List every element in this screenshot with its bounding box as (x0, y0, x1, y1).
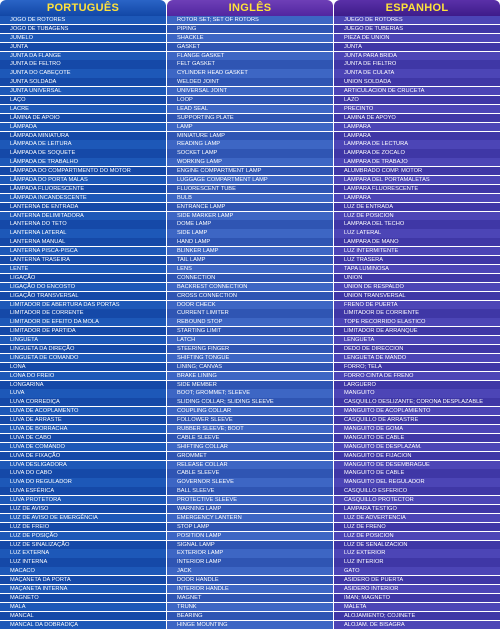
table-row (0, 212, 500, 221)
cell-portugues: LUVA DO REGULADOR (0, 478, 166, 486)
table-row (0, 283, 500, 292)
cell-portugues: LUZ DE AVISO (0, 505, 166, 513)
cell-ingles: UNIVERSAL JOINT (167, 87, 333, 95)
cell-portugues: LANTERNA DELIMITADORA (0, 212, 166, 220)
table-row (0, 345, 500, 354)
cell-espanhol: LUZ DE SENALIZACION (334, 541, 500, 549)
cell-ingles: INTERIOR HANDLE (167, 585, 333, 593)
cell-ingles: MAGNET (167, 594, 333, 602)
cell-portugues: LUVA DE FIXAÇÃO (0, 452, 166, 460)
cell-portugues: JUNTA DE FELTRO (0, 60, 166, 68)
cell-espanhol: TAPA LUMINOSA (334, 265, 500, 273)
cell-ingles: EMERGENCY LANTERN (167, 514, 333, 522)
cell-espanhol: LAMPARA FLUORESCENTE (334, 185, 500, 193)
cell-portugues: LUVA DE CABO (0, 434, 166, 442)
table-row (0, 576, 500, 585)
table-row (0, 265, 500, 274)
table-row (0, 167, 500, 176)
cell-espanhol: JUEGO DE ROTORES (334, 16, 500, 24)
table-row (0, 425, 500, 434)
cell-portugues: LANTERNA LATERAL (0, 229, 166, 237)
cell-portugues: LÂMPADA DE TRABALHO (0, 158, 166, 166)
table-row (0, 558, 500, 567)
cell-portugues: LINGUETA DA DIREÇÃO (0, 345, 166, 353)
cell-ingles: STEERING FINGER (167, 345, 333, 353)
cell-portugues: LUVA PROTETORA (0, 496, 166, 504)
cell-ingles: LAMP (167, 123, 333, 131)
cell-portugues: JUNTA UNIVERSAL (0, 87, 166, 95)
cell-portugues: LUZ INTERNA (0, 558, 166, 566)
table-row (0, 158, 500, 167)
cell-portugues: JUNTA (0, 43, 166, 51)
cell-espanhol: LAMPARA DEL TECHO (334, 220, 500, 228)
table-row (0, 185, 500, 194)
cell-portugues: LUZ DE FREIO (0, 523, 166, 531)
cell-ingles: BACKREST CONNECTION (167, 283, 333, 291)
table-row (0, 43, 500, 52)
cell-portugues: LUVA DO CABO (0, 469, 166, 477)
table-row (0, 203, 500, 212)
cell-ingles: WELDED JOINT (167, 78, 333, 86)
cell-portugues: JUNTA DO CABEÇOTE (0, 69, 166, 77)
cell-ingles: PIPING (167, 25, 333, 33)
cell-portugues: LÂMPADA DO COMPARTIMENTO DO MOTOR (0, 167, 166, 175)
cell-espanhol: MANGUITO DE CABLE (334, 434, 500, 442)
cell-ingles: SHIFTING COLLAR (167, 443, 333, 451)
cell-portugues: LAÇO (0, 96, 166, 104)
cell-portugues: LIMITADOR DE EFEITO DA MOLA (0, 318, 166, 326)
cell-portugues: MAGNETO (0, 594, 166, 602)
cell-ingles: SIDE LAMP (167, 229, 333, 237)
cell-portugues: JUMELO (0, 34, 166, 42)
cell-espanhol: PRECINTO (334, 105, 500, 113)
cell-espanhol: MANGUITO DE CABLE (334, 469, 500, 477)
cell-ingles: STOP LAMP (167, 523, 333, 531)
cell-portugues: MAÇANETA DA PORTA (0, 576, 166, 584)
table-row (0, 443, 500, 452)
cell-espanhol: LAMPARA DEL PORTAMALETAS (334, 176, 500, 184)
cell-ingles: BEARING (167, 612, 333, 620)
table-row (0, 78, 500, 87)
table-row (0, 318, 500, 327)
cell-portugues: JUNTA DA FLANGE (0, 52, 166, 60)
cell-ingles: LUGGAGE COMPARTMENT LAMP (167, 176, 333, 184)
cell-espanhol: UNION (334, 274, 500, 282)
cell-portugues: MALA (0, 603, 166, 611)
cell-espanhol: DEDO DE DIRECCION (334, 345, 500, 353)
table-row (0, 327, 500, 336)
table-row (0, 149, 500, 158)
cell-ingles: POSITION LAMP (167, 532, 333, 540)
cell-espanhol: LUZ DE POSICION (334, 212, 500, 220)
table-row (0, 621, 500, 630)
table-row (0, 52, 500, 61)
cell-ingles: MINIATURE LAMP (167, 132, 333, 140)
cell-espanhol: ARTICULACION DE CRUCETA (334, 87, 500, 95)
cell-espanhol: CASQUILLO DE ARRASTRE (334, 416, 500, 424)
table-row (0, 487, 500, 496)
cell-portugues: LANTERNA PISCA-PISCA (0, 247, 166, 255)
table-row (0, 274, 500, 283)
table-row (0, 505, 500, 514)
cell-espanhol: LAMPARA (334, 132, 500, 140)
cell-ingles: PROTECTIVE SLEEVE (167, 496, 333, 504)
cell-espanhol: MANGUITO (334, 389, 500, 397)
table-row (0, 407, 500, 416)
cell-portugues: MANCAL DA DOBRADIÇA (0, 621, 166, 629)
cell-ingles: CABLE SLEEVE (167, 434, 333, 442)
cell-portugues: JOGO DE ROTORES (0, 16, 166, 24)
cell-portugues: LUVA ESFÉRICA (0, 487, 166, 495)
cell-espanhol: LIMITADOR DE ARRANQUE (334, 327, 500, 335)
table-row (0, 452, 500, 461)
cell-portugues: LUVA (0, 389, 166, 397)
cell-espanhol: FRENO DE PUERTA (334, 301, 500, 309)
cell-espanhol: JUNTA DE CULATA (334, 69, 500, 77)
cell-espanhol: ASIDERO INTERIOR (334, 585, 500, 593)
cell-espanhol: FORRO; TELA (334, 363, 500, 371)
cell-ingles: SUPPORTING PLATE (167, 114, 333, 122)
cell-portugues: LONA DO FREIO (0, 372, 166, 380)
table-row (0, 363, 500, 372)
cell-portugues: LUZ DE POSIÇÃO (0, 532, 166, 540)
table-body (0, 16, 500, 629)
cell-ingles: SLIDING COLLAR; SLIDING SLEEVE (167, 398, 333, 406)
cell-espanhol: ALOJAMIENTO; COJINETE (334, 612, 500, 620)
cell-portugues: LUVA DESLIGADORA (0, 461, 166, 469)
table-row (0, 372, 500, 381)
cell-ingles: BRAKE LINING (167, 372, 333, 380)
cell-espanhol: JUEGO DE TUBERIAS (334, 25, 500, 33)
cell-portugues: LÂMPADA INCANDESCENTE (0, 194, 166, 202)
cell-espanhol: LUZ DE FRENO (334, 523, 500, 531)
cell-ingles: BALL SLEEVE (167, 487, 333, 495)
cell-ingles: TAIL LAMP (167, 256, 333, 264)
cell-ingles: ROTOR SET; SET OF ROTORS (167, 16, 333, 24)
cell-espanhol: MANGUITO DE GOMA (334, 425, 500, 433)
cell-ingles: HINGE MOUNTING (167, 621, 333, 629)
table-row (0, 132, 500, 141)
table-row (0, 416, 500, 425)
cell-ingles: BULB (167, 194, 333, 202)
table-row (0, 220, 500, 229)
table-row (0, 256, 500, 265)
cell-ingles: FLUORESCENT TUBE (167, 185, 333, 193)
cell-espanhol: LENGUETA (334, 336, 500, 344)
cell-ingles: LENS (167, 265, 333, 273)
table-row (0, 469, 500, 478)
cell-ingles: LEAD SEAL (167, 105, 333, 113)
table-row (0, 229, 500, 238)
cell-espanhol: CASQUILLO PROTECTOR (334, 496, 500, 504)
cell-portugues: LANTERNA DE ENTRADA (0, 203, 166, 211)
cell-ingles: CROSS CONNECTION (167, 292, 333, 300)
table-row (0, 514, 500, 523)
table-row (0, 336, 500, 345)
cell-portugues: MANCAL (0, 612, 166, 620)
cell-ingles: REBOUND STOP (167, 318, 333, 326)
cell-ingles: CYLINDER HEAD GASKET (167, 69, 333, 77)
table-row (0, 523, 500, 532)
cell-ingles: SIGNAL LAMP (167, 541, 333, 549)
cell-portugues: LIGAÇÃO (0, 274, 166, 282)
cell-espanhol: LAMPARA DE MANO (334, 238, 500, 246)
cell-espanhol: UNION SOLDADA (334, 78, 500, 86)
cell-portugues: LUVA DE ACOPLAMENTO (0, 407, 166, 415)
cell-portugues: LUVA CORREDIÇA (0, 398, 166, 406)
cell-ingles: FOLLOWER SLEEVE (167, 416, 333, 424)
table-row (0, 309, 500, 318)
cell-espanhol: LAMPARA TESTIGO (334, 505, 500, 513)
cell-espanhol: LARGUERO (334, 381, 500, 389)
cell-espanhol: MANGUITO DE DESEMBRAGUE (334, 461, 500, 469)
cell-ingles: CURRENT LIMITER (167, 309, 333, 317)
cell-espanhol: LAMPARA DE ZOCALO (334, 149, 500, 157)
header-ingles: INGLÊS (167, 0, 333, 16)
cell-ingles: DOOR CHECK (167, 301, 333, 309)
cell-espanhol: LIMITADOR DE CORRIENTE (334, 309, 500, 317)
cell-ingles: ENTRANCE LAMP (167, 203, 333, 211)
cell-ingles: FLANGE GASKET (167, 52, 333, 60)
cell-ingles: SIDE MARKER LAMP (167, 212, 333, 220)
cell-espanhol: LAMPARA DE LECTURA (334, 140, 500, 148)
cell-ingles: SOCKET LAMP (167, 149, 333, 157)
table-row (0, 532, 500, 541)
cell-ingles: GOVERNOR SLEEVE (167, 478, 333, 486)
cell-ingles: STARTING LIMIT (167, 327, 333, 335)
cell-ingles: SIDE MEMBER (167, 381, 333, 389)
cell-espanhol: LUZ INTERMITENTE (334, 247, 500, 255)
cell-portugues: LONA (0, 363, 166, 371)
cell-portugues: LACRE (0, 105, 166, 113)
cell-portugues: LÂMINA DE APOIO (0, 114, 166, 122)
cell-espanhol: LUZ TRASERA (334, 256, 500, 264)
cell-espanhol: LAMPARA (334, 194, 500, 202)
table-row (0, 34, 500, 43)
cell-portugues: MACACO (0, 567, 166, 575)
cell-ingles: COUPLING COLLAR (167, 407, 333, 415)
cell-ingles: HAND LAMP (167, 238, 333, 246)
cell-portugues: LÂMPADA DE SOQUETE (0, 149, 166, 157)
cell-espanhol: TOPE RECORRIDO ELASTICO (334, 318, 500, 326)
table-row (0, 612, 500, 621)
cell-espanhol: IMAN; MAGNETO (334, 594, 500, 602)
table-row (0, 140, 500, 149)
cell-espanhol: LAMPARA DE TRABAJO (334, 158, 500, 166)
cell-ingles: RUBBER SLEEVE; BOOT (167, 425, 333, 433)
cell-portugues: LÂMPADA (0, 123, 166, 131)
cell-ingles: JACK (167, 567, 333, 575)
cell-portugues: JUNTA SOLDADA (0, 78, 166, 86)
table-row (0, 434, 500, 443)
table-row (0, 381, 500, 390)
cell-portugues: LUVA DE COMANDO (0, 443, 166, 451)
cell-portugues: LÂMPADA DO PORTA MALAS (0, 176, 166, 184)
cell-ingles: LATCH (167, 336, 333, 344)
table-row (0, 585, 500, 594)
cell-ingles: LOOP (167, 96, 333, 104)
table-row (0, 176, 500, 185)
cell-ingles: SHACKLE (167, 34, 333, 42)
cell-espanhol: JUNTA (334, 43, 500, 51)
cell-ingles: BLINKER LAMP (167, 247, 333, 255)
cell-espanhol: UNION TRANSVERSAL (334, 292, 500, 300)
cell-espanhol: PIEZA DE UNION (334, 34, 500, 42)
cell-ingles: GROMMET (167, 452, 333, 460)
cell-espanhol: LENGUETA DE MANDO (334, 354, 500, 362)
cell-portugues: LUVA DE ARRASTE (0, 416, 166, 424)
cell-ingles: FELT GASKET (167, 60, 333, 68)
table-row (0, 25, 500, 34)
table-row (0, 398, 500, 407)
cell-portugues: LIMITADOR DE PARTIDA (0, 327, 166, 335)
cell-ingles: LINING; CANVAS (167, 363, 333, 371)
cell-espanhol: ASIDERO DE PUERTA (334, 576, 500, 584)
cell-espanhol: MANGUITO DE ACOPLAMIENTO (334, 407, 500, 415)
cell-espanhol: MANGUITO DE FIJACION (334, 452, 500, 460)
cell-espanhol: MALETA (334, 603, 500, 611)
table-row (0, 247, 500, 256)
cell-espanhol: LUZ DE POSICION (334, 532, 500, 540)
cell-portugues: LENTE (0, 265, 166, 273)
cell-portugues: LÂMPADA MINIATURA (0, 132, 166, 140)
cell-espanhol: ALOJAM. DE BISAGRA (334, 621, 500, 629)
cell-espanhol: ALUMBRADO COMP. MOTOR (334, 167, 500, 175)
cell-espanhol: LUZ INTERIOR (334, 558, 500, 566)
cell-espanhol: CASQUILLO DESLIZANTE; CORONA DESPLAZABLE (334, 398, 500, 406)
table-row (0, 123, 500, 132)
cell-ingles: CONNECTION (167, 274, 333, 282)
table-row (0, 69, 500, 78)
table-row (0, 301, 500, 310)
cell-ingles: TRUNK (167, 603, 333, 611)
cell-portugues: LUZ DE AVISO DE EMERGÊNCIA (0, 514, 166, 522)
table-row (0, 603, 500, 612)
table-row (0, 238, 500, 247)
table-row (0, 496, 500, 505)
cell-espanhol: JUNTA PARA BRIDA (334, 52, 500, 60)
cell-ingles: WARNING LAMP (167, 505, 333, 513)
cell-espanhol: LUZ LATERAL (334, 229, 500, 237)
cell-espanhol: LUZ DE ENTRADA (334, 203, 500, 211)
cell-portugues: LANTERNA DO TETO (0, 220, 166, 228)
cell-portugues: LONGARINA (0, 381, 166, 389)
cell-portugues: LIMITADOR DE ABERTURA DAS PORTAS (0, 301, 166, 309)
header-portugues: PORTUGUÊS (0, 0, 166, 16)
table-row (0, 114, 500, 123)
cell-ingles: INTERIOR LAMP (167, 558, 333, 566)
cell-portugues: LUZ EXTERNA (0, 549, 166, 557)
table-row (0, 567, 500, 576)
cell-portugues: LANTERNA TRASEIRA (0, 256, 166, 264)
cell-portugues: LINGUETA DE COMANDO (0, 354, 166, 362)
cell-espanhol: LAZO (334, 96, 500, 104)
cell-portugues: LANTERNA MANUAL (0, 238, 166, 246)
cell-ingles: RELEASE COLLAR (167, 461, 333, 469)
table-row (0, 389, 500, 398)
table-row (0, 461, 500, 470)
cell-portugues: LIGAÇÃO TRANSVERSAL (0, 292, 166, 300)
table-row (0, 96, 500, 105)
cell-espanhol: MANGUITO DEL REGULADOR (334, 478, 500, 486)
cell-ingles: DOME LAMP (167, 220, 333, 228)
cell-ingles: GASKET (167, 43, 333, 51)
table-row (0, 87, 500, 96)
cell-espanhol: LAMINA DE APOYO (334, 114, 500, 122)
cell-espanhol: GATO (334, 567, 500, 575)
cell-portugues: MAÇANETA INTERNA (0, 585, 166, 593)
header-espanhol: ESPANHOL (334, 0, 500, 16)
table-row (0, 105, 500, 114)
cell-ingles: BOOT; GROMMET; SLEEVE (167, 389, 333, 397)
cell-ingles: CABLE SLEEVE (167, 469, 333, 477)
cell-espanhol: FORRO CINTA DE FRENO (334, 372, 500, 380)
cell-espanhol: MANGUITO DE DESPLAZAM. (334, 443, 500, 451)
table-row (0, 292, 500, 301)
table-row (0, 541, 500, 550)
cell-espanhol: LAMPARA (334, 123, 500, 131)
table-row (0, 594, 500, 603)
cell-ingles: DOOR HANDLE (167, 576, 333, 584)
cell-ingles: EXTERIOR LAMP (167, 549, 333, 557)
table-row (0, 16, 500, 25)
cell-espanhol: JUNTA DE FIELTRO (334, 60, 500, 68)
cell-portugues: LUVA DE BORRACHA (0, 425, 166, 433)
table-row (0, 194, 500, 203)
cell-espanhol: CASQUILLO ESFERICO (334, 487, 500, 495)
cell-portugues: LÂMPADA DE LEITURA (0, 140, 166, 148)
cell-espanhol: UNION DE RESPALDO (334, 283, 500, 291)
table-row (0, 60, 500, 69)
cell-ingles: WORKING LAMP (167, 158, 333, 166)
cell-espanhol: LUZ EXTERIOR (334, 549, 500, 557)
cell-ingles: READING LAMP (167, 140, 333, 148)
cell-portugues: LUZ DE SINALIZAÇÃO (0, 541, 166, 549)
cell-ingles: ENGINE COMPARTMENT LAMP (167, 167, 333, 175)
cell-ingles: SHIFTING TONGUE (167, 354, 333, 362)
cell-portugues: JOGO DE TUBAGENS (0, 25, 166, 33)
cell-portugues: LÂMPADA FLUORESCENTE (0, 185, 166, 193)
cell-portugues: LINGUETA (0, 336, 166, 344)
cell-portugues: LIMITADOR DE CORRENTE (0, 309, 166, 317)
cell-portugues: LIGAÇÃO DO ENCOSTO (0, 283, 166, 291)
table-row (0, 478, 500, 487)
table-row (0, 549, 500, 558)
table-row (0, 354, 500, 363)
cell-espanhol: LUZ DE ADVERTENCIA (334, 514, 500, 522)
